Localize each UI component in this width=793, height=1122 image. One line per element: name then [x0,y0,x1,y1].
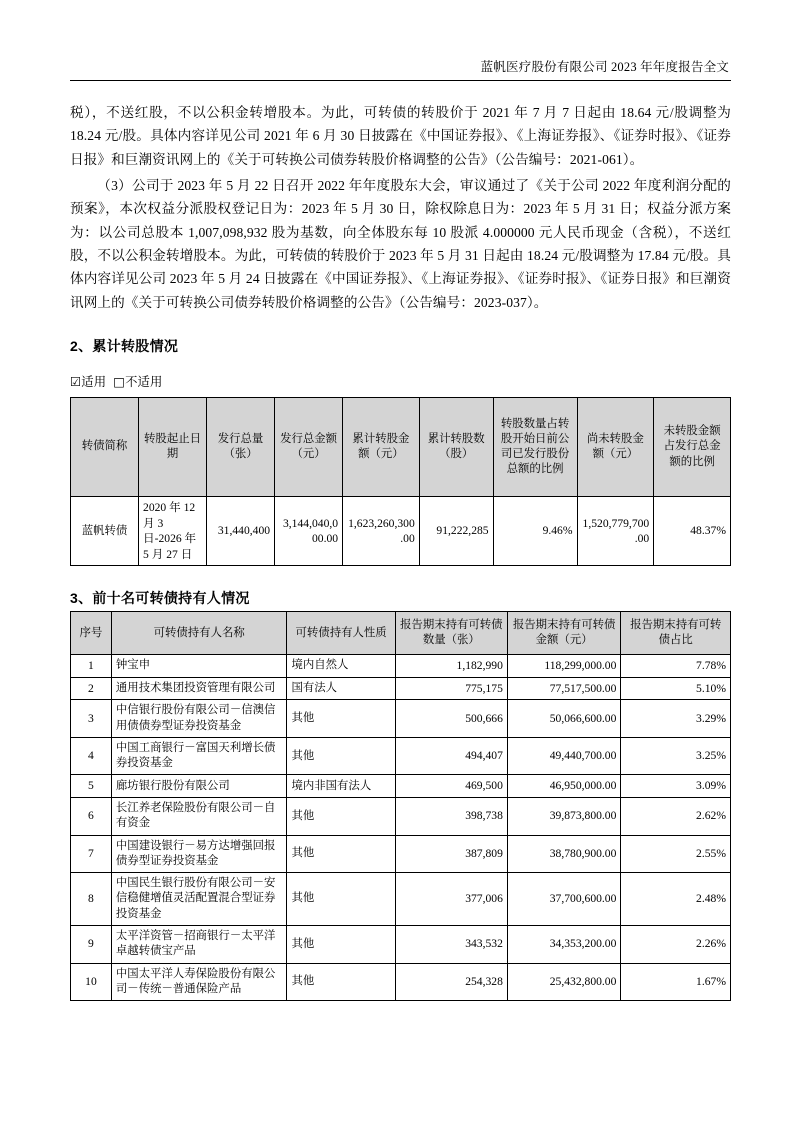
table-header-row [71,398,731,497]
cell-holding-share: 2.26% [621,925,731,963]
cell-holding-amount: 37,700,600.00 [507,873,621,926]
applicability-row-cumulative [70,372,731,390]
col-holding-quantity: 报告期末持有可转债数量（张） [395,612,507,655]
cell-holder-nature: 其他 [287,797,395,835]
cell-holder-nature: 境内非国有法人 [287,775,395,798]
table-row [71,655,731,678]
cell-holding-quantity: 387,809 [395,835,507,873]
table-header-row [71,612,731,655]
cell-holder-name: 太平洋资管－招商银行－太平洋卓越转债宝产品 [111,925,287,963]
cell-holding-share: 2.55% [621,835,731,873]
not-applicable-checkbox-icon[interactable]: □ [113,375,126,390]
cell-holding-amount: 38,780,900.00 [507,835,621,873]
col-cumulative-converted-amount: 累计转股金额（元） [343,398,420,497]
cell-index: 7 [71,835,112,873]
cell-holding-amount: 49,440,700.00 [507,737,621,775]
cell-cumulative-converted-shares: 91,222,285 [419,497,493,566]
cell-index: 10 [71,963,112,1001]
col-conversion-period: 转股起止日期 [139,398,207,497]
cell-cumulative-converted-amount: 1,623,260,300.00 [343,497,420,566]
col-unconverted-amount: 尚未转股金额（元） [577,398,654,497]
cell-holding-share: 7.78% [621,655,731,678]
cell-holding-quantity: 494,407 [395,737,507,775]
cell-holding-quantity: 398,738 [395,797,507,835]
col-bond-name: 转债简称 [71,398,139,497]
cell-converted-share-ratio: 9.46% [493,497,577,566]
table-row [71,775,731,798]
cell-holding-share: 2.48% [621,873,731,926]
cell-holding-quantity: 500,666 [395,700,507,738]
cell-holding-quantity: 377,006 [395,873,507,926]
section-heading-top-ten-holders: 3、前十名可转债持有人情况 [70,590,250,607]
cell-bond-name: 蓝帆转债 [71,497,139,566]
cell-holding-quantity: 775,175 [395,677,507,700]
cell-holder-nature: 其他 [287,700,395,738]
cell-holder-nature: 其他 [287,873,395,926]
cell-index: 2 [71,677,112,700]
cell-holding-quantity: 254,328 [395,963,507,1001]
header-divider [70,80,731,81]
cell-holding-share: 1.67% [621,963,731,1001]
cell-holding-quantity: 1,182,990 [395,655,507,678]
table-row [71,737,731,775]
applicable-label: 适用 [81,375,107,390]
cell-index: 3 [71,700,112,738]
col-converted-share-ratio: 转股数量占转股开始日前公司已发行股份总额的比例 [493,398,577,497]
paragraph-conversion-price-2023: （3）公司于 2023 年 5 月 22 日召开 2022 年年度股东大会，审议通过了《关于公司 2022 年度利润分配的预案》，本次权益分派股权登记日为：2023 年 5 月 30 日，除权除息日为：2023 年 5 月 31 日；权益分派方案为：以公司总股本 1,007,098,932 股为基数，向全体股东每 10 股派 4.000000 元人民币现金（含税），不送红股，不以公积金转增股本。为此，可转债的转股价于 2023 年 5 月 31 日起由 18.24 元/股调整为 17.84 元/股。具体内容详见公司 2023 年 5 月 24 日披露在《中国证券报》、《上海证券报》、《证券时报》、《证券日报》和巨潮资讯网上的《关于可转换公司债券转股价格调整的公告》（公告编号：2023-037）。 [70,177,731,310]
cell-index: 9 [71,925,112,963]
table-row [71,497,731,566]
applicable-checkbox-icon[interactable]: ☑ [70,375,82,390]
cell-holder-nature: 其他 [287,835,395,873]
cell-holder-name: 廊坊银行股份有限公司 [111,775,287,798]
cell-holder-nature: 其他 [287,963,395,1001]
col-issue-amount: 发行总金额（元） [275,398,343,497]
cell-holding-quantity: 469,500 [395,775,507,798]
cell-holding-share: 3.09% [621,775,731,798]
table-row [71,963,731,1001]
cell-index: 5 [71,775,112,798]
cell-holder-name: 中国民生银行股份有限公司－安信稳健增值灵活配置混合型证券投资基金 [111,873,287,926]
col-index: 序号 [71,612,112,655]
cell-issue-volume: 31,440,400 [207,497,275,566]
section-heading-cumulative-conversion: 2、累计转股情况 [70,338,179,355]
cell-holder-name: 长江养老保险股份有限公司－自有资金 [111,797,287,835]
cell-index: 6 [71,797,112,835]
col-holder-name: 可转债持有人名称 [111,612,287,655]
cell-holding-share: 2.62% [621,797,731,835]
paragraph-conversion-price-2021: 税），不送红股，不以公积金转增股本。为此，可转债的转股价于 2021 年 7 月 7 日起由 18.64 元/股调整为 18.24 元/股。具体内容详见公司 2021 年 6 月 30 日披露在《中国证券报》、《上海证券报》、《证券时报》、《证券日报》和巨潮资讯网上的《关于可转换公司债券转股价格调整的公告》（公告编号：2021-061）。 [70,104,731,167]
cell-holder-nature: 国有法人 [287,677,395,700]
table-row [71,835,731,873]
table-top-ten-holders [70,611,731,1001]
col-holder-nature: 可转债持有人性质 [287,612,395,655]
cell-holding-share: 3.25% [621,737,731,775]
cell-index: 4 [71,737,112,775]
cell-holding-amount: 118,299,000.00 [507,655,621,678]
table-body-top-ten-holders [71,655,731,1001]
cell-index: 1 [71,655,112,678]
table-cumulative-conversion [70,397,731,566]
cell-holder-name: 通用技术集团投资管理有限公司 [111,677,287,700]
cell-holder-name: 钟宝申 [111,655,287,678]
cell-holding-quantity: 343,532 [395,925,507,963]
cell-conversion-period: 2020 年 12 月 3 日-2026 年 5 月 27 日 [139,497,207,566]
cell-holding-share: 3.29% [621,700,731,738]
cell-holding-amount: 25,432,800.00 [507,963,621,1001]
table-row [71,797,731,835]
cell-issue-amount: 3,144,040,000.00 [275,497,343,566]
col-cumulative-converted-shares: 累计转股数（股） [419,398,493,497]
running-header: 蓝帆医疗股份有限公司 2023 年年度报告全文 [480,60,729,74]
cell-holder-name: 中国工商银行－富国天利增长债券投资基金 [111,737,287,775]
cell-holder-name: 中国建设银行－易方达增强回报债券型证券投资基金 [111,835,287,873]
not-applicable-label: 不适用 [125,375,163,390]
table-row [71,873,731,926]
cell-holder-name: 中国太平洋人寿保险股份有限公司－传统－普通保险产品 [111,963,287,1001]
cell-index: 8 [71,873,112,926]
col-holding-share: 报告期末持有可转债占比 [621,612,731,655]
cell-holder-nature: 境内自然人 [287,655,395,678]
cell-holding-amount: 46,950,000.00 [507,775,621,798]
cell-holder-nature: 其他 [287,925,395,963]
table-row [71,677,731,700]
cell-holding-amount: 77,517,500.00 [507,677,621,700]
cell-unconverted-ratio: 48.37% [654,497,731,566]
cell-holding-amount: 34,353,200.00 [507,925,621,963]
cell-holding-amount: 39,873,800.00 [507,797,621,835]
cell-holder-nature: 其他 [287,737,395,775]
col-unconverted-ratio: 未转股金额占发行总金额的比例 [654,398,731,497]
cell-holding-share: 5.10% [621,677,731,700]
table-row [71,925,731,963]
cell-holder-name: 中信银行股份有限公司－信澳信用债债券型证券投资基金 [111,700,287,738]
table-row [71,700,731,738]
col-issue-volume: 发行总量（张） [207,398,275,497]
cell-unconverted-amount: 1,520,779,700.00 [577,497,654,566]
cell-holding-amount: 50,066,600.00 [507,700,621,738]
col-holding-amount: 报告期末持有可转债金额（元） [507,612,621,655]
